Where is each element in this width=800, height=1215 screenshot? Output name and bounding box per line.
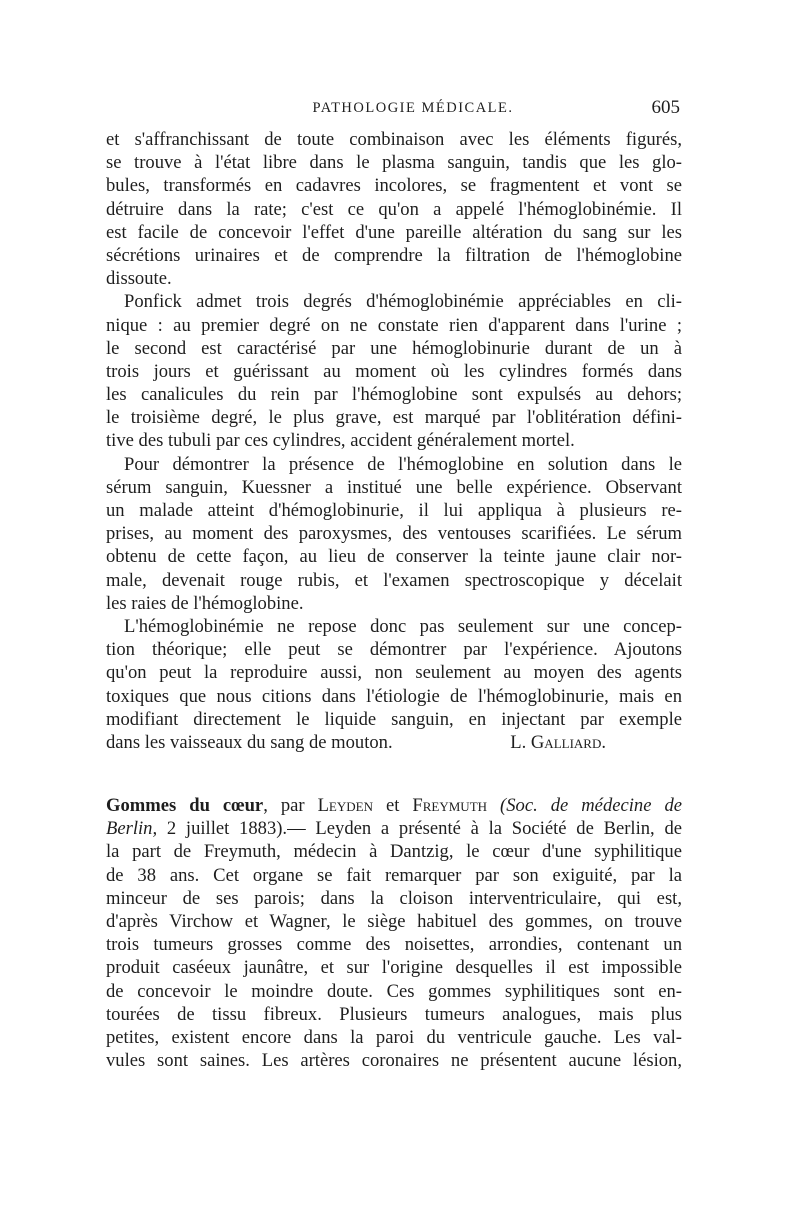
text-line: trois tumeurs grosses comme des noisettes, arrondies, contenant un: [106, 934, 682, 956]
text-line: prises, au moment des paroxysmes, des ventouses scarifiées. Le sérum: [106, 523, 682, 545]
text-line: nique : au premier degré on ne constate rien d'apparent dans l'urine ;: [106, 314, 682, 336]
running-head: PATHOLOGIE MÉDICALE.: [312, 100, 514, 116]
text-line: tourées de tissu fibreux. Plusieurs tumeurs analogues, mais plus: [106, 1003, 682, 1025]
text-line: le troisième degré, le plus grave, est marqué par l'oblitération défini-: [106, 407, 682, 429]
text-line: et s'affranchissant de toute combinaison avec les éléments figurés,: [106, 129, 682, 150]
text-line: tive des tubuli par ces cylindres, accident généralement mortel.: [106, 430, 575, 452]
text-line: [106, 817, 682, 840]
signature-line: [106, 731, 682, 754]
by-text: , par: [263, 795, 318, 817]
article-title: Gommes du cœur: [106, 795, 264, 817]
text-line: de 38 ans. Cet organe se fait remarquer par son exiguité, par la: [106, 864, 682, 886]
author-signature: L. Galliard.: [510, 731, 606, 753]
text-line: qu'on peut la reproduire aussi, non seulement au moyen des agents: [106, 662, 682, 684]
text-line: les canalicules du rein par l'hémoglobine sont expulsés au dehors;: [106, 384, 682, 406]
text-line: male, devenait rouge rubis, et l'examen spectroscopique y décelait: [106, 569, 682, 591]
text-line: Ponfick admet trois degrés d'hémoglobinémie appréciables en cli-: [124, 291, 682, 313]
text-line: dissoute.: [106, 268, 172, 290]
source-journal-cont: Berlin,: [106, 818, 158, 840]
page-number: 605: [651, 97, 680, 118]
text-line: L'hémoglobinémie ne repose donc pas seulement sur une concep-: [124, 615, 682, 637]
text-line: d'après Virchow et Wagner, le siège habituel des gommes, on trouve: [106, 911, 682, 932]
and-text: et: [372, 795, 413, 817]
text-line: de concevoir le moindre doute. Ces gommes syphilitiques sont en-: [106, 980, 682, 1002]
text-line: toxiques que nous citions dans l'étiologie de l'hémoglobinurie, mais en: [106, 685, 682, 707]
text-line: est facile de concevoir l'effet d'une pareille altération du sang sur les: [106, 221, 682, 243]
page-header: [108, 97, 680, 130]
text-line: le second est caractérisé par une hémoglobinurie durant de un à: [106, 337, 682, 359]
text-line: un malade atteint d'hémoglobinurie, il lui appliqua à plusieurs re-: [106, 500, 682, 521]
text-line: se trouve à l'état libre dans le plasma sanguin, tandis que les glo-: [106, 152, 682, 174]
text-line: tion théorique; elle peut se démontrer par l'expérience. Ajoutons: [106, 639, 682, 661]
text-line: trois jours et guérissant au moment où les cylindres formés dans: [106, 360, 682, 382]
text-line: sérum sanguin, Kuessner a institué une belle expérience. Observant: [106, 476, 682, 498]
date-text: 2 juillet 1883).— Leyden a présenté à la Société de Berlin, de: [157, 818, 682, 840]
text-line: minceur de ses parois; dans la cloison interventriculaire, qui est,: [106, 887, 682, 909]
text-line: sécrétions urinaires et de comprendre la filtration de l'hémoglobine: [106, 244, 682, 266]
text-line: produit caséeux jaunâtre, et sur l'origine desquelles il est impossible: [106, 957, 682, 979]
author-leyden: Leyden: [317, 795, 373, 817]
section-gap: [106, 754, 682, 794]
text-line: modifiant directement le liquide sanguin, en injectant par exemple: [106, 708, 682, 730]
text-line: obtenu de cette façon, au lieu de conserver la teinte jaune clair nor-: [106, 546, 682, 568]
closing-text: dans les vaisseaux du sang de mouton.: [106, 731, 393, 753]
text-line: Pour démontrer la présence de l'hémoglobine en solution dans le: [124, 453, 682, 475]
source-journal: (Soc. de médecine de: [487, 795, 683, 817]
text-line: vules sont saines. Les artères coronaires ne présentent aucune lésion,: [106, 1050, 682, 1072]
text-line: bules, transformés en cadavres incolores, se fragmentent et vont se: [106, 175, 682, 197]
text-line: la part de Freymuth, médecin à Dantzig, le cœur d'une syphilitique: [106, 841, 682, 863]
author-freymuth: Freymuth: [412, 795, 488, 817]
text-line: les raies de l'hémoglobine.: [106, 592, 304, 614]
article-heading-line: [106, 794, 682, 817]
text-line: petites, existent encore dans la paroi du ventricule gauche. Les val-: [106, 1026, 682, 1048]
page-body: [106, 128, 682, 1072]
text-line: détruire dans la rate; c'est ce qu'on a appelé l'hémoglobinémie. Il: [106, 198, 682, 220]
